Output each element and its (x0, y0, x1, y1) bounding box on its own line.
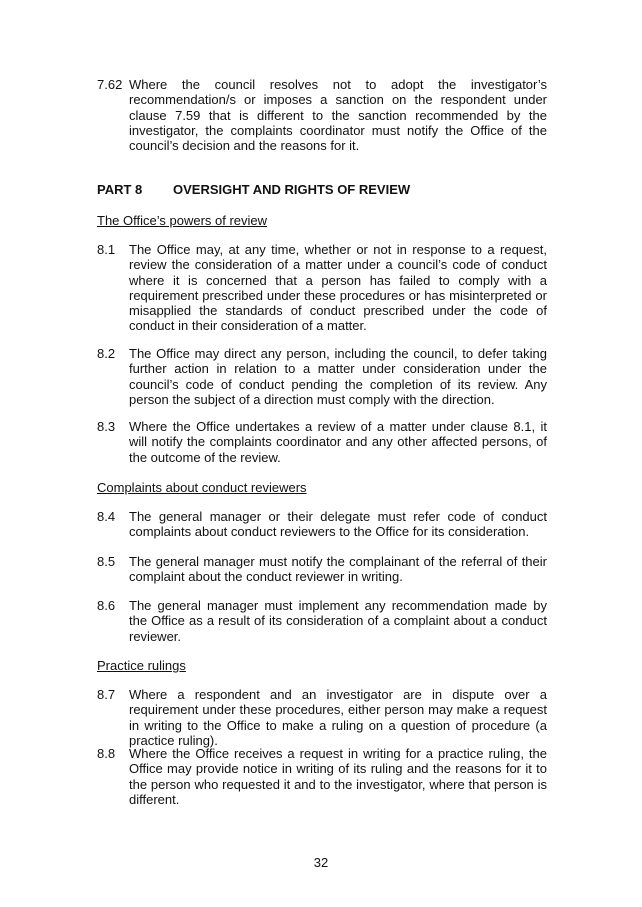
clause-8-1 (97, 242, 547, 334)
clause-number: 8.3 (97, 419, 116, 434)
clause-8-5 (97, 554, 547, 585)
clause-number: 7.62 (97, 77, 123, 92)
clause-text: Where the Office receives a request in writing for a practice ruling, the Office may provide notice in writing of its ruling and the reasons for it to the person who requested it and to the investigator, where that person is different. (129, 746, 547, 807)
clause-number: 8.6 (97, 598, 116, 613)
part-heading (97, 182, 410, 197)
clause-number: 8.4 (97, 509, 116, 524)
part-title: OVERSIGHT AND RIGHTS OF REVIEW (173, 182, 411, 197)
clause-8-4 (97, 509, 547, 540)
clause-text: The general manager must implement any recommendation made by the Office as a result of its consideration of a complaint about a conduct reviewer. (129, 598, 547, 644)
clause-number: 8.8 (97, 746, 116, 761)
clause-8-3 (97, 419, 547, 465)
clause-text: The Office may direct any person, including the council, to defer taking further action in relation to a matter under consideration under the council’s code of conduct pending the completion of its review. Any person the subject of a direction must comply with the direction. (129, 346, 547, 407)
clause-text: The general manager or their delegate must refer code of conduct complaints about conduct reviewers to the Office for its consideration. (129, 509, 547, 540)
clause-7-62 (97, 77, 547, 153)
clause-8-6 (97, 598, 547, 644)
page-number: 32 (313, 855, 329, 870)
section-heading-practice-rulings: Practice rulings (97, 658, 186, 673)
section-heading-powers-of-review: The Office’s powers of review (97, 213, 268, 228)
clause-number: 8.5 (97, 554, 116, 569)
clause-text: Where the council resolves not to adopt the investigator’s recommendation/s or imposes a sanction on the respondent under clause 7.59 that is different to the sanction recommended by the investigator, the complaints coordinator must notify the Office of the council’s decision and the reasons for it. (129, 77, 547, 154)
clause-text: Where the Office undertakes a review of a matter under clause 8.1, it will notify the complaints coordinator and any other affected persons, of the outcome of the review. (129, 419, 547, 465)
section-heading-conduct-reviewers: Complaints about conduct reviewers (97, 480, 307, 495)
part-number: PART 8 (97, 182, 143, 197)
clause-number: 8.7 (97, 687, 116, 702)
clause-8-2 (97, 346, 547, 407)
clause-number: 8.1 (97, 242, 116, 257)
clause-8-8 (97, 746, 547, 807)
clause-text: The general manager must notify the complainant of the referral of their complaint about the conduct reviewer in writing. (129, 554, 547, 585)
clause-8-7 (97, 687, 547, 748)
clause-text: Where a respondent and an investigator are in dispute over a requirement under these procedures, either person may make a request in writing to the Office to make a ruling on a question of procedure (a practice ruling). (129, 687, 547, 748)
clause-text: The Office may, at any time, whether or not in response to a request, review the consideration of a matter under a council’s code of conduct where it is concerned that a person has failed to comply with a requirement prescribed under these procedures or has misinterpreted or misapplied the standards of conduct prescribed under the code of conduct in their consideration of a matter. (129, 242, 547, 334)
clause-number: 8.2 (97, 346, 116, 361)
